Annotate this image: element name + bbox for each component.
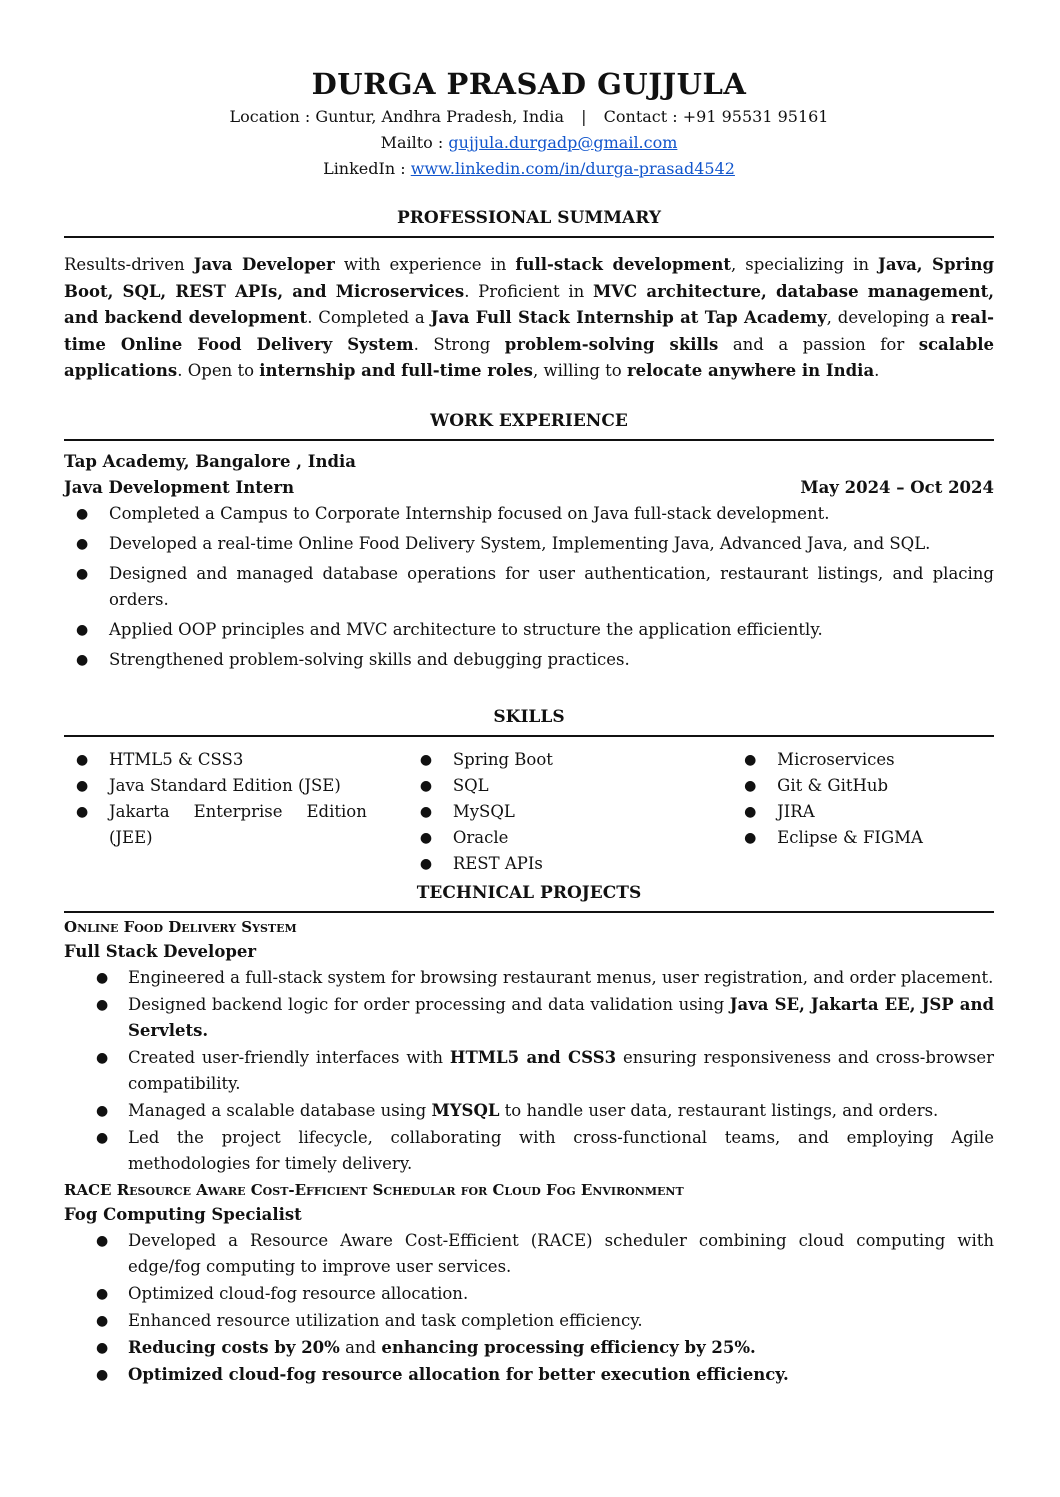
- contact-label: Contact :: [603, 107, 678, 126]
- mail-label: Mailto :: [380, 133, 444, 152]
- section-divider: [64, 911, 994, 913]
- bullet-icon: ●: [419, 777, 433, 794]
- list-item-text: Eclipse & FIGMA: [777, 827, 923, 847]
- bold-text: MVC architecture, database management, and backend development: [64, 281, 994, 327]
- summary-text: [64, 252, 994, 385]
- list-item: [732, 773, 994, 799]
- project-bullets: [64, 1228, 994, 1388]
- bold-text: problem-solving skills: [504, 334, 719, 354]
- text-run: . Proficient in: [464, 281, 593, 301]
- role-dates: May 2024 – Oct 2024: [800, 477, 994, 497]
- list-item-text: REST APIs: [452, 853, 543, 873]
- text-run: and: [339, 1337, 382, 1357]
- bold-text: Java Full Stack Internship at Tap Academy: [430, 308, 827, 327]
- text-run: Engineered a full-stack system for browsing restaurant menus, user registration, and order placement.: [128, 967, 994, 987]
- text-run: with experience in: [334, 255, 516, 274]
- linkedin-link[interactable]: www.linkedin.com/in/durga-prasad4542: [410, 159, 735, 178]
- bullet-icon: ●: [76, 565, 89, 582]
- text-run: Developed a Resource Aware Cost-Efficient (RACE) scheduler combining cloud computing with edge/fog computing to improve user services.: [128, 1230, 994, 1276]
- text-run: ensuring responsiveness and cross-browser compatibility.: [128, 1047, 994, 1093]
- list-item: [64, 965, 994, 991]
- bullet-icon: ●: [96, 1129, 109, 1146]
- project-bullets: [64, 965, 994, 1177]
- text-run: . Completed a: [307, 308, 431, 327]
- list-item-text: MySQL: [452, 801, 515, 821]
- bullet-icon: ●: [76, 535, 89, 552]
- list-item-text: Designed and managed database operations for user authentication, restaurant listings, and placing orders.: [109, 563, 994, 609]
- text-run: to handle user data, restaurant listings, and orders.: [499, 1100, 939, 1120]
- bold-text: Reducing costs by 20%: [128, 1337, 340, 1357]
- list-item-text: JIRA: [777, 801, 815, 821]
- email-link[interactable]: gujjula.durgadp@gmail.com: [448, 133, 678, 152]
- list-item: [408, 851, 690, 877]
- bullet-icon: ●: [96, 1339, 109, 1356]
- list-item: [64, 1125, 994, 1177]
- bullet-icon: ●: [96, 1366, 109, 1383]
- text-run: . Open to: [177, 361, 260, 380]
- bold-text: scalable applications: [64, 334, 994, 380]
- list-item: [408, 773, 690, 799]
- experience-bullets: [64, 501, 994, 673]
- bold-text: HTML5 and CSS3: [449, 1047, 617, 1067]
- text-run: Designed backend logic for order processing and data validation using: [128, 994, 730, 1014]
- text-run: Led the project lifecycle, collaborating with cross-functional teams, and employing Agile methodologies for timely delivery.: [128, 1127, 994, 1173]
- bullet-icon: ●: [96, 1312, 109, 1329]
- list-item-text: Jakarta Enterprise Edition (JEE): [109, 801, 367, 847]
- skills-grid: [64, 747, 994, 877]
- skills-column-1: [64, 747, 367, 877]
- role-title: Java Development Intern: [64, 477, 295, 497]
- list-item: [64, 1045, 994, 1097]
- linkedin-label: LinkedIn :: [323, 159, 406, 178]
- list-item: [64, 1098, 994, 1124]
- bold-text: Java SE, Jakarta EE, JSP and Servlets.: [128, 994, 994, 1040]
- list-item-text: Developed a real-time Online Food Delivery System, Implementing Java, Advanced Java, and SQL.: [109, 533, 931, 553]
- company-name: Tap Academy, Bangalore , India: [64, 451, 356, 471]
- experience-title: WORK EXPERIENCE: [430, 410, 628, 431]
- list-item-text: SQL: [452, 775, 489, 795]
- list-item-text: Java Standard Edition (JSE): [109, 775, 341, 795]
- list-item: [64, 531, 994, 557]
- bullet-icon: ●: [744, 829, 757, 846]
- list-item-text: Oracle: [452, 827, 509, 847]
- list-item-text: Spring Boot: [452, 749, 553, 769]
- section-divider: [64, 439, 994, 441]
- bullet-icon: ●: [96, 1285, 109, 1302]
- summary-title: PROFESSIONAL SUMMARY: [397, 208, 661, 228]
- projects-list: [64, 915, 994, 1388]
- bullet-icon: ●: [96, 1102, 109, 1119]
- bullet-icon: ●: [96, 996, 109, 1013]
- list-item: [64, 1308, 994, 1334]
- bullet-icon: ●: [419, 855, 433, 872]
- list-item: [408, 799, 690, 825]
- contact-line: [64, 104, 994, 130]
- bold-text: full-stack development: [515, 255, 731, 274]
- section-divider: [64, 236, 994, 238]
- text-run: Optimized cloud-fog resource allocation.: [128, 1283, 469, 1303]
- project-name: RACE Resource Aware Cost-Efficient Schedular for Cloud Fog Environment: [64, 1180, 684, 1199]
- list-item: [64, 992, 994, 1044]
- list-item: [64, 1281, 994, 1307]
- bold-text: MYSQL: [431, 1100, 500, 1120]
- bullet-icon: ●: [96, 1232, 109, 1249]
- list-item: [408, 747, 690, 773]
- list-item: [732, 799, 994, 825]
- text-run: and a passion for: [718, 334, 919, 354]
- bullet-icon: ●: [76, 651, 89, 668]
- bullet-icon: ●: [76, 803, 89, 820]
- bullet-icon: ●: [419, 829, 433, 846]
- list-item: [408, 825, 690, 851]
- list-item: [64, 1362, 994, 1388]
- skills-title: SKILLS: [493, 706, 565, 727]
- bold-text: internship and full-time roles: [259, 361, 533, 380]
- text-run: Results-driven: [64, 255, 194, 274]
- text-run: , willing to: [532, 361, 627, 380]
- list-item-text: Strengthened problem-solving skills and debugging practices.: [109, 649, 630, 669]
- list-item-text: Completed a Campus to Corporate Internship focused on Java full-stack development.: [109, 503, 830, 523]
- text-run: , specializing in: [731, 255, 879, 274]
- text-run: , developing a: [826, 308, 951, 327]
- bullet-icon: ●: [744, 803, 757, 820]
- skills-column-2: [367, 747, 690, 877]
- candidate-name: DURGA PRASAD GUJJULA: [311, 67, 747, 101]
- list-item: [64, 747, 367, 773]
- text-run: Created user-friendly interfaces with: [128, 1047, 450, 1067]
- bullet-icon: ●: [96, 1049, 109, 1066]
- list-item-text: Microservices: [777, 749, 895, 769]
- list-item: [64, 773, 367, 799]
- list-item: [64, 799, 367, 851]
- bullet-icon: ●: [76, 751, 89, 768]
- list-item: [732, 825, 994, 851]
- list-item: [64, 561, 994, 613]
- bullet-icon: ●: [744, 777, 757, 794]
- bullet-icon: ●: [744, 751, 757, 768]
- bullet-icon: ●: [419, 751, 433, 768]
- bold-text: relocate anywhere in India: [626, 361, 875, 380]
- project-role: Full Stack Developer: [64, 941, 257, 961]
- bullet-icon: ●: [76, 777, 89, 794]
- text-run: Enhanced resource utilization and task completion efficiency.: [128, 1310, 643, 1330]
- list-item: [64, 501, 994, 527]
- role-row: [64, 475, 994, 501]
- bullet-icon: ●: [76, 505, 89, 522]
- project-name: Online Food Delivery System: [64, 917, 297, 936]
- project-role: Fog Computing Specialist: [64, 1204, 302, 1224]
- bold-text: Optimized cloud-fog resource allocation for better execution efficiency.: [128, 1364, 789, 1384]
- list-item: [64, 1228, 994, 1280]
- bullet-icon: ●: [419, 803, 433, 820]
- linkedin-line: [64, 156, 994, 182]
- text-run: Managed a scalable database using: [128, 1100, 432, 1120]
- list-item: [64, 617, 994, 643]
- resume-page: [64, 64, 994, 1389]
- projects-title: TECHNICAL PROJECTS: [416, 882, 642, 903]
- location-label: Location :: [229, 107, 311, 126]
- bullet-icon: ●: [96, 969, 109, 986]
- section-divider: [64, 735, 994, 737]
- list-item-text: HTML5 & CSS3: [109, 749, 244, 769]
- skills-column-3: [690, 747, 994, 877]
- separator: |: [581, 107, 587, 126]
- list-item: [64, 647, 994, 673]
- bold-text: enhancing processing efficiency by 25%.: [381, 1337, 756, 1357]
- list-item-text: Git & GitHub: [777, 775, 889, 795]
- email-line: [64, 130, 994, 156]
- bullet-icon: ●: [76, 621, 89, 638]
- text-run: .: [874, 361, 880, 380]
- bold-text: Java, Spring Boot, SQL, REST APIs, and Microservices: [64, 255, 995, 301]
- bold-text: Java Developer: [193, 255, 335, 274]
- list-item: [64, 1335, 994, 1361]
- list-item: [732, 747, 994, 773]
- location-value: Guntur, Andhra Pradesh, India: [315, 107, 565, 126]
- list-item-text: Applied OOP principles and MVC architecture to structure the application efficiently.: [109, 619, 823, 639]
- phone-value: +91 95531 95161: [682, 107, 829, 126]
- bold-text: real-time Online Food Delivery System: [64, 308, 994, 354]
- text-run: . Strong: [413, 334, 505, 354]
